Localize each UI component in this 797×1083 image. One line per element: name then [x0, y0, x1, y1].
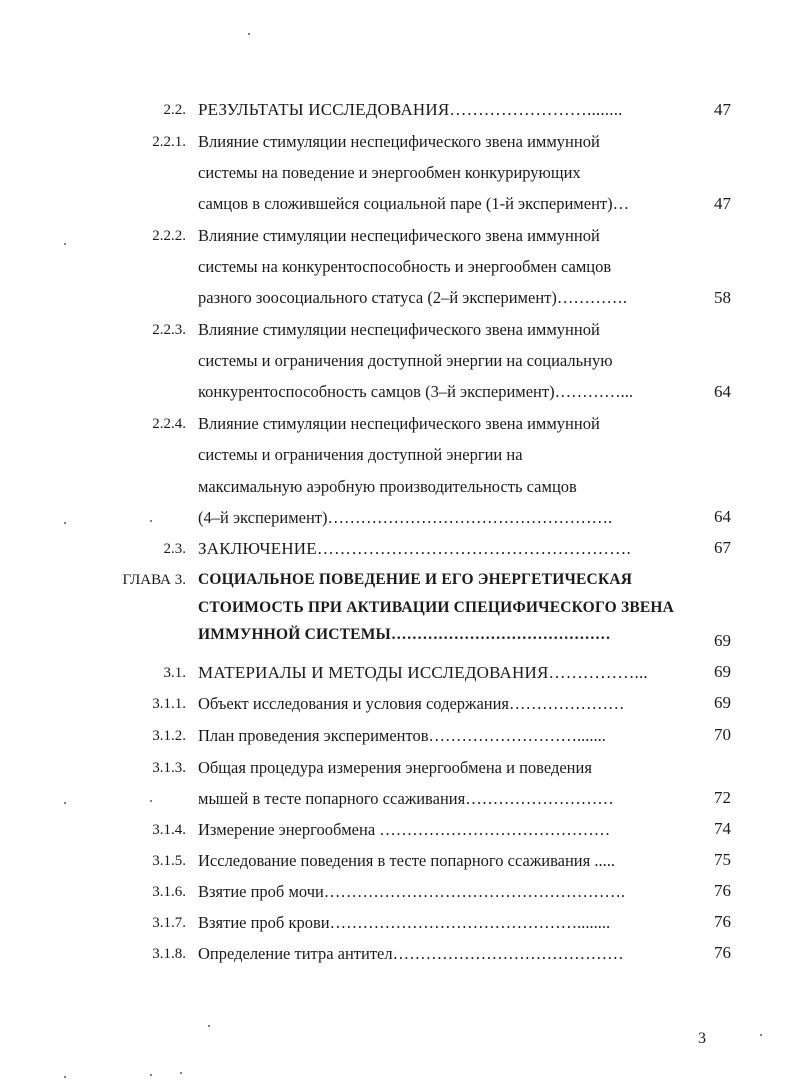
toc-entry-title-line: Взятие проб крови………………………………………........ — [198, 913, 611, 932]
toc-entry-number: 3.1.6. — [152, 884, 186, 900]
toc-entry-page: 69 — [714, 693, 731, 712]
toc-entry-page: 64 — [714, 382, 731, 401]
scan-speck — [64, 522, 66, 524]
toc-entry-number: 3.1.5. — [152, 853, 186, 869]
scan-speck — [760, 1034, 762, 1036]
toc-entry-page: 67 — [714, 538, 731, 557]
toc-entry-page: 76 — [714, 912, 731, 931]
toc-entry-number: 2.2.2. — [152, 228, 186, 244]
toc-entry-page: 47 — [714, 100, 731, 119]
toc-entry-title-line: Влияние стимуляции неспецифического звена иммунной — [198, 226, 600, 245]
toc-entry-number: 3.1.7. — [152, 915, 186, 931]
toc-entry-number: 3.1.3. — [152, 760, 186, 776]
toc-entry-title-line: Измерение энергообмена …………………………………… — [198, 820, 611, 839]
toc-entry-title-line: Влияние стимуляции неспецифического звена иммунной — [198, 320, 600, 339]
toc-entry-number: 3.1.1. — [152, 696, 186, 712]
toc-entry-title-line: системы и ограничения доступной энергии на — [198, 445, 523, 464]
toc-entry-number: 2.2.1. — [152, 134, 186, 150]
toc-entry-number: 2.2. — [163, 102, 186, 118]
toc-entry-title-line: (4–й эксперимент)……………………………………………. — [198, 508, 613, 527]
scan-speck — [150, 1074, 152, 1076]
toc-entry-title-line: самцов в сложившейся социальной паре (1-й эксперимент)… — [198, 194, 630, 213]
toc-entry-page: 69 — [714, 631, 731, 650]
toc-entry-title-line: системы и ограничения доступной энергии на социальную — [198, 351, 613, 370]
toc-entry-title: РЕЗУЛЬТАТЫ ИССЛЕДОВАНИЯ……………………........ — [198, 100, 623, 119]
toc-entry-title-line: СОЦИАЛЬНОЕ ПОВЕДЕНИЕ И ЕГО ЭНЕРГЕТИЧЕСКАЯ — [198, 571, 633, 588]
toc-entry-title-line: конкурентоспособность самцов (3–й эксперимент)…………... — [198, 382, 633, 401]
toc-entry-title-line: системы на поведение и энергообмен конкурирующих — [198, 163, 581, 182]
toc-entry-title-line: План проведения экспериментов………………………....... — [198, 726, 606, 745]
toc-entry-title-line: СТОИМОСТЬ ПРИ АКТИВАЦИИ СПЕЦИФИЧЕСКОГО ЗВЕНА — [198, 599, 675, 616]
toc-entry-title-line: Определение титра антител…………………………………… — [198, 944, 624, 963]
toc-entry-page: 58 — [714, 288, 731, 307]
toc-entry-title-line: ИММУННОЙ СИСТЕМЫ…………………………………… — [198, 626, 611, 643]
toc-entry-number: 3.1.2. — [152, 728, 186, 744]
toc-entry-number: 3.1.8. — [152, 946, 186, 962]
toc-entry-title-line: Влияние стимуляции неспецифического звена иммунной — [198, 414, 600, 433]
page-number: 3 — [698, 1030, 706, 1047]
toc-entry-title-line: Взятие проб мочи………………………………………………. — [198, 882, 625, 901]
toc-entry-title-line: мышей в тесте попарного ссаживания……………………… — [198, 789, 614, 808]
scan-speck — [64, 1076, 66, 1078]
toc-entry-number: 3.1. — [163, 665, 186, 681]
toc-entry-title-line: разного зоосоциального статуса (2–й эксперимент)…………. — [198, 288, 627, 307]
scan-speck — [208, 1025, 210, 1027]
toc-entry-page: 70 — [714, 725, 731, 744]
toc-entry-number: 2.2.4. — [152, 416, 186, 432]
toc-entry-page: 72 — [714, 788, 731, 807]
toc-entry-title: ЗАКЛЮЧЕНИЕ………………………………………………. — [198, 539, 631, 558]
toc-entry-title-line: Исследование поведения в тесте попарного ссаживания ..... — [198, 851, 615, 870]
toc-entry-page: 47 — [714, 194, 731, 213]
toc-entry-title-line: Объект исследования и условия содержания………………… — [198, 694, 625, 713]
scan-speck — [64, 243, 66, 245]
toc-entry-page: 69 — [714, 662, 731, 681]
toc-entry-page: 75 — [714, 850, 731, 869]
toc-entry-title-line: Общая процедура измерения энергообмена и поведения — [198, 758, 592, 777]
toc-entry-title-line: системы на конкурентоспособность и энергообмен самцов — [198, 257, 612, 276]
toc-entry-title: МАТЕРИАЛЫ И МЕТОДЫ ИССЛЕДОВАНИЯ……………... — [198, 663, 648, 682]
scan-speck — [64, 802, 66, 804]
toc-entry-page: 76 — [714, 881, 731, 900]
scan-speck — [150, 520, 152, 522]
toc-entry-page: 64 — [714, 507, 731, 526]
toc-entry-page: 74 — [714, 819, 731, 838]
scan-speck — [150, 800, 152, 802]
toc-entry-title-line: Влияние стимуляции неспецифического звена иммунной — [198, 132, 600, 151]
toc-entry-number: 2.3. — [163, 541, 186, 557]
toc-entry-title-line: максимальную аэробную производительность самцов — [198, 477, 577, 496]
toc-entry-page: 76 — [714, 943, 731, 962]
toc-entry-number: 3.1.4. — [152, 822, 186, 838]
scan-speck — [248, 33, 250, 35]
toc-entry-number: 2.2.3. — [152, 322, 186, 338]
scan-speck — [180, 1072, 182, 1074]
toc-entry-number: ГЛАВА 3. — [122, 572, 186, 588]
